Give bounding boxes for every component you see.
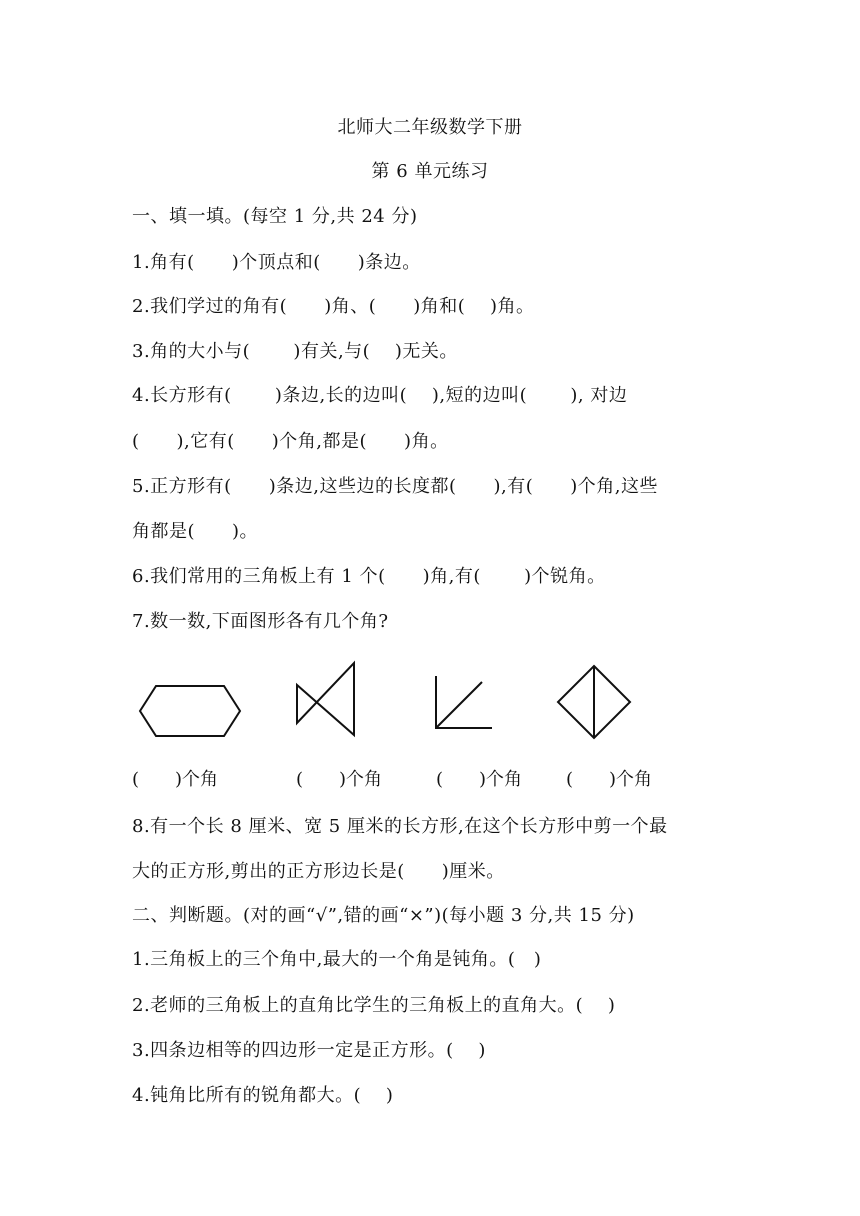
angle-icon: [432, 674, 494, 732]
question-1-5-line2: 角都是( )。: [132, 521, 259, 542]
question-1-1: 1.角有( )个顶点和( )条边。: [132, 252, 421, 273]
figure-caption-3: ( )个角: [436, 769, 523, 790]
bowtie-icon: [294, 660, 358, 740]
question-2-1: 1.三角板上的三个角中,最大的一个角是钝角。( ): [132, 949, 542, 970]
question-1-8-line1: 8.有一个长 8 厘米、宽 5 厘米的长方形,在这个长方形中剪一个最: [132, 816, 668, 837]
question-1-7: 7.数一数,下面图形各有几个角?: [132, 611, 389, 632]
question-2-2: 2.老师的三角板上的直角比学生的三角板上的直角大。( ): [132, 995, 616, 1016]
diamond-icon: [556, 664, 632, 740]
question-1-6: 6.我们常用的三角板上有 1 个( )角,有( )个锐角。: [132, 566, 606, 587]
question-1-3: 3.角的大小与( )有关,与( )无关。: [132, 341, 458, 362]
hexagon-icon: [138, 684, 242, 738]
section1-heading: 一、填一填。(每空 1 分,共 24 分): [132, 206, 418, 227]
figure-caption-4: ( )个角: [566, 769, 653, 790]
question-1-2: 2.我们学过的角有( )角、( )角和( )角。: [132, 296, 535, 317]
page-title: 北师大二年级数学下册: [337, 117, 523, 138]
section2-heading: 二、判断题。(对的画“√”,错的画“×”)(每小题 3 分,共 15 分): [132, 905, 635, 926]
question-1-4-line2: ( ),它有( )个角,都是( )角。: [132, 431, 449, 452]
page-subtitle: 第 6 单元练习: [371, 161, 489, 182]
figure-caption-1: ( )个角: [132, 769, 219, 790]
figure-caption-2: ( )个角: [296, 769, 383, 790]
question-1-4-line1: 4.长方形有( )条边,长的边叫( ),短的边叫( ), 对边: [132, 385, 628, 406]
question-1-8-line2: 大的正方形,剪出的正方形边长是( )厘米。: [132, 861, 505, 882]
question-1-5-line1: 5.正方形有( )条边,这些边的长度都( ),有( )个角,这些: [132, 476, 658, 497]
question-2-3: 3.四条边相等的四边形一定是正方形。( ): [132, 1040, 486, 1061]
question-2-4: 4.钝角比所有的锐角都大。( ): [132, 1085, 394, 1106]
